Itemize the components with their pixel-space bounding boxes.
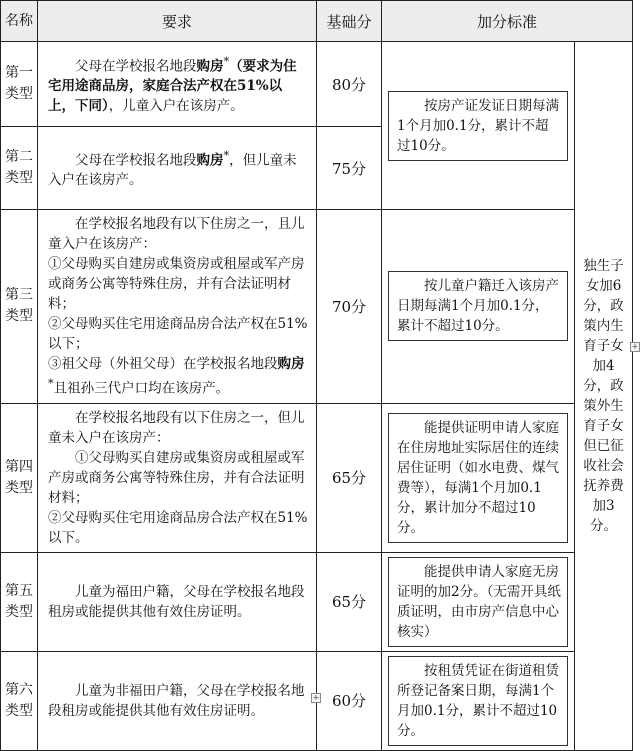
requirement-emphasis: （要求为住宅用途商品房，家庭合法产权在51%以上，下同） xyxy=(48,58,297,115)
header-name: 名称 xyxy=(1,1,38,42)
requirement-text: ③祖父母（外祖父母）在学校报名地段 xyxy=(48,356,278,372)
resize-handle[interactable]: + xyxy=(631,342,639,351)
table-row xyxy=(1,210,633,404)
requirement-text: ②父母购买住宅用途商品房合法产权在51%以下。 xyxy=(48,509,308,546)
header-row xyxy=(1,1,633,42)
requirement-text: ，儿童入户在该房产。 xyxy=(108,98,244,115)
requirement-text: 父母在学校报名地段 xyxy=(75,152,197,169)
requirement-text: 在学校报名地段有以下住房之一，且儿童入户在该房产： xyxy=(48,216,305,252)
base-score: 80分 xyxy=(317,42,382,127)
requirement-cell xyxy=(38,651,317,750)
table-move-handle[interactable]: + xyxy=(312,693,320,702)
type-name: 第四类型 xyxy=(1,403,38,552)
bonus-text: 能提供证明申请人家庭在住房地址实际居住的连续居住证明（如水电费、煤气费等），每满1个月加0.1分，累计加分不超过10分。 xyxy=(388,413,568,543)
requirement-text: ，但儿童未入户在该房产。 xyxy=(48,152,297,189)
header-bonus-standard: 加分标准 xyxy=(382,1,633,42)
bonus-cell xyxy=(382,403,575,552)
type-name: 第三类型 xyxy=(1,210,38,404)
bonus-cell xyxy=(382,42,575,210)
bonus-text: 按租赁凭证在街道租赁所登记备案日期，每满1个月加0.1分，累计不超过10分。 xyxy=(388,656,568,746)
requirement-emphasis: 购房 xyxy=(196,58,224,75)
table-row xyxy=(1,552,633,651)
requirement-cell: 父母在学校报名地段购房*（要求为住宅用途商品房，家庭合法产权在51%以上，下同），儿童入户在该房产。 xyxy=(38,42,317,127)
requirement-text: 在学校报名地段有以下住房之一，但儿童未入户在该房产： xyxy=(48,409,305,446)
bonus-cell xyxy=(382,210,575,404)
base-score: 70分 xyxy=(317,210,382,404)
bonus-text: 按儿童户籍迁入该房产日期每满1个月加0.1分，累计不超过10分。 xyxy=(388,271,568,341)
bonus-cell xyxy=(382,651,575,750)
requirement-cell xyxy=(38,403,317,552)
base-score: 65分 xyxy=(317,403,382,552)
type-name: 第五类型 xyxy=(1,552,38,651)
base-score: 60分 xyxy=(317,651,382,750)
requirement-text: ②父母购买住宅用途商品房合法产权在51%以下； xyxy=(48,316,308,352)
requirement-emphasis: 购房 xyxy=(277,356,305,372)
requirement-cell: 在学校报名地段有以下住房之一，且儿童入户在该房产： ①父母购买自建房或集资房或租屋或军产房或商务公寓等特殊住房，并有合法证明材料； ②父母购买住宅用途商品房合法产权在51%以下； ③祖父母（外祖父母）在学校报名地段购房*且祖孙三代户口均在该房产。 xyxy=(38,210,317,404)
requirement-text: ①父母购买自建房或集资房或租屋或军产房或商务公寓等特殊住房，并有合法证明材料； xyxy=(48,449,305,506)
base-score: 65分 xyxy=(317,552,382,651)
base-score: 75分 xyxy=(317,127,382,210)
requirement-cell xyxy=(38,552,317,651)
requirement-cell: 父母在学校报名地段购房*，但儿童未入户在该房产。 xyxy=(38,127,317,210)
header-requirement: 要求 xyxy=(38,1,317,42)
type-name: 第一类型 xyxy=(1,42,38,127)
requirement-text: 父母在学校报名地段 xyxy=(75,58,197,75)
bonus-text: 按房产证发证日期每满1个月加0.1分，累计不超过10分。 xyxy=(388,91,568,161)
requirement-text: 且祖孙三代户口均在该房产。 xyxy=(53,380,230,397)
bonus-cell xyxy=(382,552,575,651)
requirement-text: ①父母购买自建房或集资房或租屋或军产房或商务公寓等特殊住房，并有合法证明材料； xyxy=(48,256,305,312)
table-row xyxy=(1,42,633,127)
requirement-emphasis: 购房 xyxy=(196,152,224,169)
type-name: 第六类型 xyxy=(1,651,38,750)
header-base-score: 基础分 xyxy=(317,1,382,42)
table-row xyxy=(1,403,633,552)
requirement-text: 儿童为福田户籍，父母在学校报名地段租房或能提供其他有效住房证明。 xyxy=(48,583,305,620)
bonus-text: 能提供申请人家庭无房证明的加2分。（无需开具纸质证明，由市房产信息中心核实） xyxy=(388,557,568,647)
extra-bonus: 独生子女加6分，政策内生育子女加4分，政策外生育子女但已征收社会抚养费加3分。 xyxy=(575,42,633,751)
requirement-text: 儿童为非福田户籍，父母在学校报名地段租房或能提供其他有效住房证明。 xyxy=(48,682,305,719)
type-name: 第二类型 xyxy=(1,127,38,210)
